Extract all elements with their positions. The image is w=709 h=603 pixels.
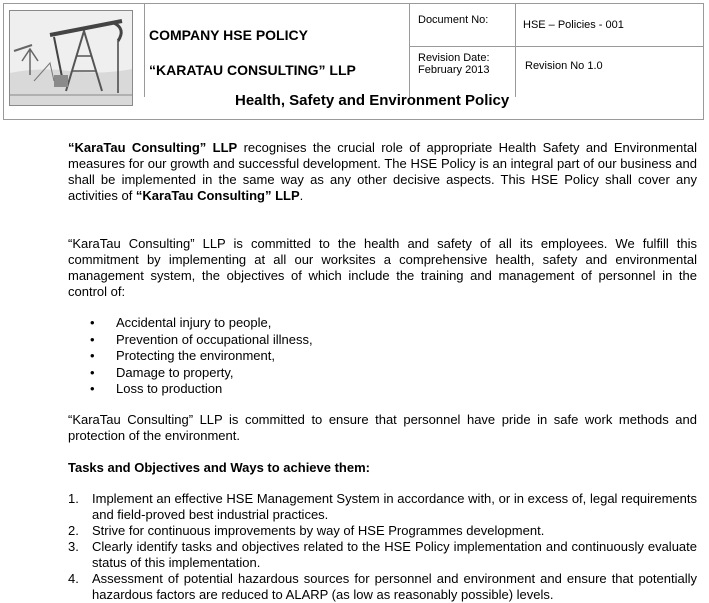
revision-no: Revision No 1.0 [525, 60, 603, 72]
list-item: • Protecting the environment, [68, 348, 697, 365]
list-item: • Prevention of occupational illness, [68, 332, 697, 349]
oil-pump-logo [9, 10, 133, 106]
intro-end: . [299, 188, 304, 203]
header-divider [409, 46, 704, 47]
company-name: “KARATAU CONSULTING” LLP [149, 62, 356, 78]
list-item: • Damage to property, [68, 365, 697, 382]
header-divider [409, 4, 410, 97]
pride-paragraph: “KaraTau Consulting” LLP is committed to ensure that personnel have pride in safe work methods and protection of the environment. [68, 411, 697, 443]
policy-title: Health, Safety and Environment Policy [235, 92, 510, 109]
list-item: 1. Implement an effective HSE Management System in accordance with, or in excess of, legal requirements and field-proved best industrial practices. [68, 490, 697, 522]
intro-text: recognises the crucial role of appropriate Health Safety and Environmental measures for our growth and successful development. The HSE Policy is an integral part of our business and shall be implemented in the same way as any other decisive aspects. This HSE Policy shall cover any activities of [68, 140, 697, 203]
header-divider [144, 4, 145, 97]
document-no-value: HSE – Policies - 001 [523, 19, 624, 31]
intro-paragraph [68, 140, 697, 204]
tasks-heading: Tasks and Objectives and Ways to achieve them: [68, 459, 370, 475]
list-item: 4. Assessment of potential hazardous sources for personnel and environment and ensure that potentially hazardous factors are reduced to ALARP (as low as reasonably possible) levels. [68, 570, 697, 602]
list-item: • Loss to production [68, 381, 697, 398]
policy-body [68, 140, 697, 603]
commitment-paragraph: “KaraTau Consulting” LLP is committed to the health and safety of all its employees. We fulfill this commitment by implementing at all our worksites a comprehensive health, safety and environmental management system, the objectives of which include the training and management of personnel in the control of: [68, 236, 697, 299]
list-item: 3. Clearly identify tasks and objectives related to the HSE Policy implementation and continuously evaluate status of this implementation. [68, 538, 697, 570]
tasks-list [68, 491, 697, 603]
company-name-bold: “KaraTau Consulting” LLP [135, 188, 300, 203]
list-item: • Accidental injury to people, [68, 315, 697, 332]
control-list [68, 315, 697, 398]
document-no-label: Document No: [418, 14, 489, 26]
company-policy-title: COMPANY HSE POLICY [149, 27, 308, 43]
revision-date-label: Revision Date: [418, 52, 490, 64]
company-name-bold: “KaraTau Consulting” LLP [68, 140, 238, 155]
header-divider [515, 4, 516, 97]
revision-date-value: February 2013 [418, 64, 490, 76]
list-item: 2. Strive for continuous improvements by way of HSE Programmes development. [68, 522, 545, 538]
